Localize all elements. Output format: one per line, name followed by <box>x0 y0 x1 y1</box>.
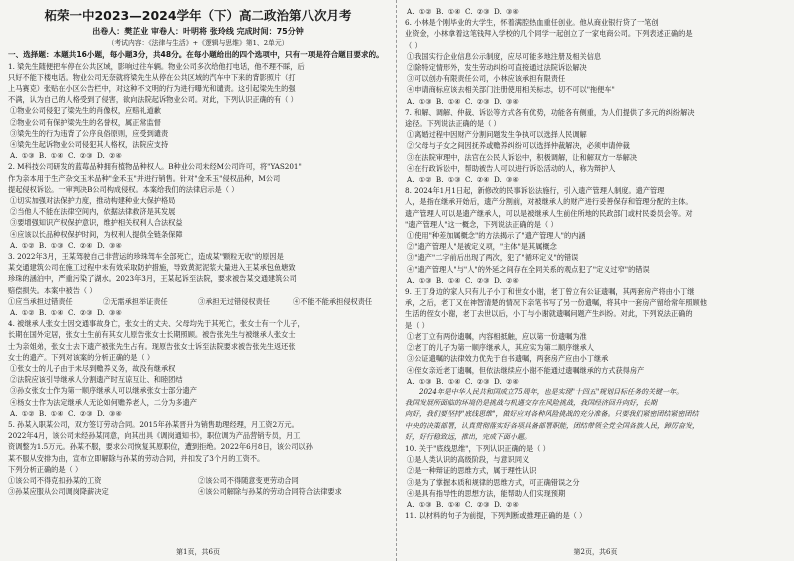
option-line: ④侄女亲近老丁遗嘱，但依法继续应小谢不能通过遗嘱继承的方式获得房产 <box>407 365 645 375</box>
option-line: ②是一种辩证的思维方式，属于理性认识 <box>407 466 537 476</box>
question-line: "遗产管理人"这一概念，下列说法正确的是（ ） <box>405 219 558 229</box>
exam-authors: 出卷人：樊芷业 审卷人：叶明将 张玲线 完成时间：75分钟 <box>92 27 304 36</box>
option-line: ③公证遗嘱的法律效力优先于自书遗嘱，两套房产应由小丁继承 <box>407 354 609 364</box>
question-6 <box>405 17 786 107</box>
option-line: ④梁先生起诉物业公司侵犯其人格权，法院应支持 <box>10 139 169 149</box>
option-line: ②老丁的儿子为第一顺序继承人，其应实为第二顺序继承人 <box>407 343 594 353</box>
option-line: ②物业公司有保护梁先生的名誉权，属正常监督 <box>10 117 161 127</box>
answer-choices: A. ①③ B. ①④ C. ②③ D. ③④ <box>407 96 519 106</box>
option-line: ①张女士的儿子由于未尽到赡养义务，故没有继承权 <box>10 363 176 373</box>
question-10 <box>405 443 786 510</box>
option-line: ③在法院审理中，法官在公民人诉讼中，积极调解，让和解双方一举解决 <box>407 152 638 162</box>
option-line: ④是具有指导性的思想方法，能帮助人们实现预期 <box>407 488 566 498</box>
question-line: 是（ ） <box>405 320 429 330</box>
question-2 <box>8 161 388 251</box>
answer-choices: A. ①③ B. ①④ C. ②③ D. ②④ <box>10 151 122 161</box>
question-line: 人，是指在继承开始后，遗产分割前，对被继承人的财产进行妥善保存和管理分配的主体。 <box>405 197 693 207</box>
question-line: 业资金，小林拿着这笔钱拜入学校的几个同学一起创立了一家电商公司。下列表述正确的是 <box>405 29 693 39</box>
question-3 <box>8 251 388 318</box>
question-line: 3. 2022年3月，王某驾驶自己非营运的珍珠驾车全部死亡，造成某"颗粒无收"的原因是 <box>8 251 284 261</box>
question-line: 作为亲本用于生产杂交玉米品种"金禾玉"并进行销售。针对"金禾玉"侵权品种，M公司 <box>8 173 281 183</box>
option-line: ④应该以长品种权保护时间，为权利人提供全链条保障 <box>10 229 183 239</box>
question-line: 遗产管理人可以是遗产继承人，可以是被继承人生前住所地的民政部门或村民委员会等。对 <box>405 208 693 218</box>
question-line: 2022年4月，该公司未经孙某同意，向其出具《调岗通知书》，职位调为产品营销专员，月工 <box>8 431 301 441</box>
question-line: 资调整为1.5万元。孙某不服，要求公司恢复其原职位，遭到拒绝。2022年6月8日，该公司以孙 <box>8 442 313 452</box>
exam-scope: （考试内容：《法律与生活》+《逻辑与思维》第1、2单元） <box>107 39 289 47</box>
option-row <box>8 486 388 497</box>
page-footer: 第1页，共6页 <box>176 548 220 556</box>
page-footer: 第2页，共6页 <box>573 548 618 556</box>
question-line: 下列分析正确的是（ ） <box>8 464 83 474</box>
question-4 <box>8 318 388 419</box>
option-line: ③梁先生的行为违背了公序良俗原则，应受到谴责 <box>10 128 169 138</box>
option-line: ③可以创办有限责任公司，小林应该承担有限责任 <box>407 74 566 84</box>
exam-title: 柘荣一中2023—2024学年（下）高二政治第八次月考 <box>44 8 352 23</box>
answer-choices: A. ①② B. ①③ C. ②④ D. ③④ <box>407 175 519 185</box>
passage-line: 我国发展所面临的环境仍是挑战与机遇交存在风险挑战，我国经济回升向好，长期 <box>405 399 657 408</box>
option-item: ③承担无过错侵权责任 <box>198 296 270 306</box>
question-8 <box>405 185 786 286</box>
option-line: ①老丁立有两份遗嘱，内容相抵触，应以第一份遗嘱为准 <box>407 331 587 341</box>
question-line: 不满，认为自己的人格受到了侵害，欲向法院起诉物业公司。对此，下列认识正确的有（ ） <box>8 95 298 105</box>
question-1 <box>8 61 388 162</box>
question-line: 珍珠的涵泊中，严重污染了湖水。2023年3月，王某起诉至法院，要求被告某交通建筑公司 <box>8 274 297 284</box>
question-9 <box>405 286 786 387</box>
question-line: 某交通建筑公司在施工过程中未有效采取防护措施，导致黄泥泥浆大量进入王某承包鱼塘致 <box>8 263 296 273</box>
question-5 <box>8 419 388 497</box>
question-11 <box>405 510 786 521</box>
option-item: ③孙某应服从公司调岗降薪决定 <box>8 487 109 497</box>
question-line: 7. 和解、调解、仲裁、诉讼等方式各有优势，功能各有侧重，为人们提供了多元的纠纷解决 <box>405 107 695 117</box>
passage-line: 2024年是中华人民共和国成立75周年，也是实现"十四五"规划目标任务的关键一年。 <box>419 387 684 396</box>
option-line: ②当他人不能在法律空间内，依据法律救济是其发展 <box>10 207 176 217</box>
question-line: 10. 关于"底线思维"，下列认识正确的是（ ） <box>405 443 550 453</box>
question-line: 1. 梁先生随便把车停在公共区域，影响过往车辆。物业公司多次给他打电话，他不理不睬，后 <box>8 61 305 71</box>
option-item: ①应当承担过错责任 <box>8 296 73 306</box>
question-line: 上马赛克）张贴在小区公告栏中，对这种不文明的行为进行曝光和谴责。这引起梁先生的强 <box>8 83 296 93</box>
question-line: 9. 王丁身边的家人只有儿子小丁和世女小谢，老丁曾立有公证遗嘱，其两套房产将由小丁继 <box>405 287 695 297</box>
answer-choices: A. ①③ B. ①④ C. ②③ D. ②④ <box>407 275 519 285</box>
option-row <box>8 296 388 307</box>
question-line: 生活的侄女小谢，老丁去世以后，小丁与小谢就遗嘱问题产生纠纷。对此，下列说法正确的 <box>405 309 693 319</box>
question-7 <box>405 107 786 185</box>
option-line: ①我国实行企业信息公示制度，应尽可能多地注册及相关信息 <box>407 51 602 61</box>
option-row <box>8 475 388 486</box>
option-line: ①离婚过程中因财产分割问题发生争执可以选择人民调解 <box>407 130 587 140</box>
answer-choices: A. ①③ B. ①④ C. ②③ D. ②④ <box>407 499 519 509</box>
answer-choices: A. ①② B. ①④ C. ②③ D. ③④ <box>407 7 519 16</box>
option-line: ①使用"种差加属概念"的方法揭示了"遗产管理人"的内涵 <box>407 231 586 241</box>
question-line: 2. M科技公司研发的蓝莓品种拥有植物品种权人。B种业公司未经M公司许可，将"YAS201" <box>8 162 302 172</box>
option-line: ②除特定情形外，发生劳动纠纷可直接通过法院诉讼解决 <box>407 63 587 73</box>
passage-line: 向好，我们要坚持"底线思维"，做好应对各种风险挑战的充分准备。只要我们紧密团结紧密团结 <box>405 410 699 419</box>
passage-line: 中央的决策部署，认真贯彻落实好各项具备部署职能，团结带领全党全国各族人民，踔厉奋发， <box>405 421 699 430</box>
question-line: 4. 被继承人张女士因交通事故身亡，张女士的丈夫、父母均先于其死亡，张女士有一个儿子， <box>8 319 305 329</box>
question-line: 士为亲姐弟，张女士去下遗产被张先生占有。现原告张女士诉至法院要求被告张先生返还张 <box>8 341 296 351</box>
question-line: 长期在国外定居，张女士生前有其女儿原告张女士长期照顾。被告张先生与被继承人张女士 <box>8 330 296 340</box>
option-item: ①该公司不得克扣孙某的工资 <box>8 476 102 486</box>
option-line: ③"遗产"二字前后出现了两次，犯了"循环定义"的错误 <box>407 253 579 263</box>
option-item: ④不能不能承担侵权责任 <box>293 296 373 306</box>
option-line: ④"遗产管理人"与"人"的外延之间存在全同关系的观点犯了"定义过窄"的错误 <box>407 264 650 274</box>
question-line: 途径。下列说法正确的是（ ） <box>405 119 501 129</box>
reading-passage <box>405 387 786 443</box>
option-item: ④该公司解除与孙某的劳动合同符合法律要求 <box>198 487 342 497</box>
option-line: ①切实加强对法保护力度，推动构建种业大保护格局 <box>10 195 176 205</box>
option-line: ①是人类认识的高级阶段，与意识同义 <box>407 455 530 465</box>
option-line: ②父母与子女之间因抚养或赡养纠纷可以选择仲裁解决，必须申请仲裁 <box>407 141 630 151</box>
question-line: （ ） <box>405 40 422 50</box>
option-item: ②无需承担举证责任 <box>103 296 168 306</box>
question-line: 11. 以材料的句子为前提，下列判断或推理正确的是（ ） <box>405 511 587 521</box>
question-line: 6. 小林是个刚毕业的大学生，怀着满腔热血重任创业。他从商业银行贷了一笔创 <box>405 18 659 28</box>
option-line: ③是为了掌握本质和规律的思维方式，可正确错误之分 <box>407 477 580 487</box>
option-line: ②法院应该引导继承人分割遗产时互谅互让、和睦团结 <box>10 375 183 385</box>
option-line: ④申请商标应该去相关部门注册使用相关标志，切不可以"拖便车" <box>407 85 615 95</box>
page-2 <box>397 0 794 561</box>
answer-choices: A. ①② B. ①③ C. ②④ D. ③④ <box>10 240 122 250</box>
option-line: ④杨女士作为法定继承人无论如何赡养老人，二分为多遗产 <box>10 397 197 407</box>
question-line: 承，之后，老丁又在神智清楚的情况下亲笔书写了另一份遗嘱，将其中一套房产留给常年照顾他 <box>405 298 707 308</box>
option-item: ②该公司不得随意变更劳动合同 <box>198 476 299 486</box>
option-line: ③孙女张女士作为第一顺序继承人可以继承张女士部分遗产 <box>10 386 197 396</box>
option-line: ④在行政诉讼中，帮助被告人可以进行诉讼活动的人，称为辩护人 <box>407 163 616 173</box>
option-line: ①物业公司侵犯了梁先生的肖像权，应赔礼道歉 <box>10 106 161 116</box>
question-line: 5. 孙某入职某公司，双方签订劳动合同。2015年孙某晋升为销售助理经理，月工资2万元。 <box>8 420 299 429</box>
option-line: ③要增强知识产权保护意识，维护相关权利人合法权益 <box>10 218 183 228</box>
question-line: 赔偿损失。本案中被告（ ） <box>8 285 97 295</box>
question-line: 提起侵权诉讼。一审判决B公司构成侵权。本案给我们的法律启示是（ ） <box>8 184 239 194</box>
section-title: 一、选择题：本题共16小题，每小题3分，共48分。在每小题给出的四个选项中，只有一项是符合题目要求的。 <box>8 50 384 59</box>
question-line: 8. 2024年1月1日起，新修改的民事诉讼法施行，引入遗产管理人制度。遗产管理 <box>405 186 665 196</box>
answer-choices: A. ①② B. ①④ C. ②③ D. ③④ <box>10 408 122 418</box>
passage-line: 好，好行稳致远，推出，完成下面小题。 <box>405 432 531 441</box>
answer-choices: A. ①② B. ①④ C. ②③ D. ③④ <box>10 307 122 317</box>
answer-choices: A. ①③ B. ①④ C. ②③ D. ②④ <box>407 376 519 386</box>
question-line: 只好不能下楼电话。物业公司无奈就将梁先生从停在公共区域的汽车中下来的背影照片（打 <box>8 72 296 82</box>
question-line: 某不服从安排为由，宣布立即解除与孙某的劳动合同，并扣发了3个月的工资不。 <box>8 453 265 463</box>
question-line: 女士的遗产。下列对该案的分析正确的是（ ） <box>8 352 155 362</box>
option-line: ②"遗产管理人"是被定义项，"主体"是其属概念 <box>407 242 557 252</box>
